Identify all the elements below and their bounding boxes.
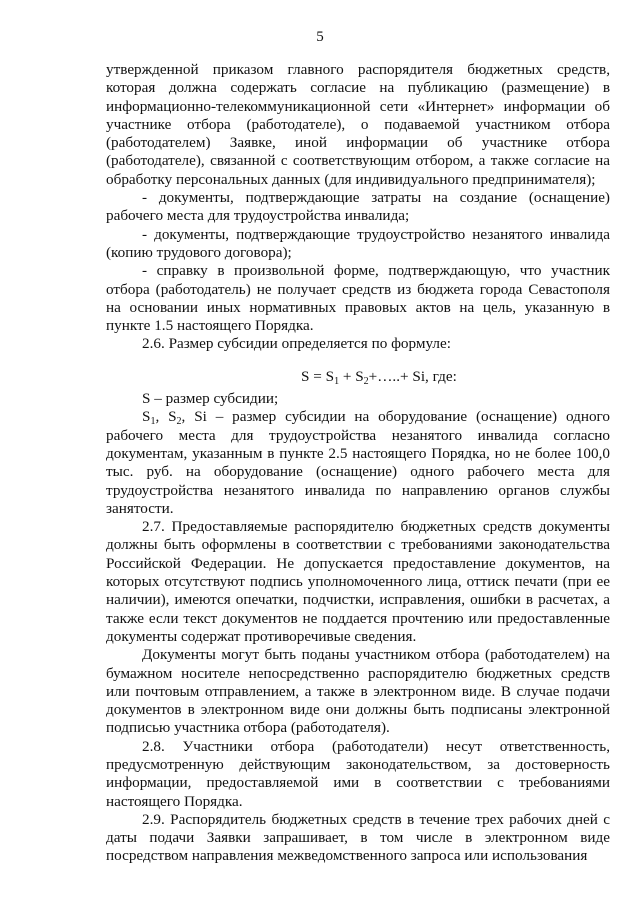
paragraph-2-6: 2.6. Размер субсидии определяется по формуле:: [142, 335, 451, 353]
definition-si: $S_1$, $S_2$, Si – размер субсидии на оборудование (оснащение) одного рабочего места для трудоустройства незанятого инвалида согласно документам, указанным в пункте 2.5 настоящего Порядка, но не более 100,0 тыс. руб. на оборудование (оснащение) одного рабочего места для трудоустройства незанятого инвалида по направлению органов службы занятости.: [106, 408, 610, 517]
definition-s: S – размер субсидии;: [142, 390, 279, 408]
list-item-certificate: - справку в произвольной форме, подтверждающую, что участник отбора (работодатель) не получает средств из бюджета города Севастополя на основании иных нормативных правовых актов на цель, указанную в пункте 1.5 настоящего Порядка.: [106, 262, 610, 335]
paragraph-2-7: 2.7. Предоставляемые распорядителю бюджетных средств документы должны быть оформлены в соответствии с требованиями законодательства Российской Федерации. Не допускается предоставление документов, на которых отсутствуют подпись уполномоченного лица, оттиск печати (при ее наличии), имеются опечатки, подчистки, исправления, ошибки в расчетах, а также если текст документов не поддается прочтению или предоставленные документы содержат противоречивые сведения.: [106, 518, 610, 645]
subsidy-formula: $S = S_1$ + $S_2+\dots..+ Si$, где:: [301, 367, 457, 387]
paragraph-consent: утвержденной приказом главного распорядителя бюджетных средств, которая должна содержать согласие на публикацию (размещение) в информационно-телекоммуникационной сети «Интернет» информации об участнике отбора (работодателе), о подаваемой участником отбора (работодателем) Заявке, иной информации об участнике отбора (работодателе), связанной с соответствующим отбором, а также согласие на обработку персональных данных (для индивидуального предпринимателя);: [106, 61, 610, 188]
list-item-employment-docs: - документы, подтверждающие трудоустройство незанятого инвалида (копию трудового договора);: [106, 225, 610, 261]
paragraph-submission: Документы могут быть поданы участником отбора (работодателем) на бумажном носителе непосредственно распорядителю бюджетных средств или почтовым отправлением, а также в электронном виде. В случае подачи документов в электронном виде они должны быть подписаны электронной подписью участника отбора (работодателя).: [106, 646, 610, 737]
document-body: [106, 61, 610, 866]
page-number: 5: [316, 29, 324, 45]
list-item-expense-docs: - документы, подтверждающие затраты на создание (оснащение) рабочего места для трудоустройства инвалида;: [106, 189, 610, 225]
paragraph-2-8: 2.8. Участники отбора (работодатели) несут ответственность, предусмотренную действующим законодательством, за достоверность информации, предоставляемой ими в соответствии с требованиями настоящего Порядка.: [106, 737, 610, 810]
paragraph-2-9: 2.9. Распорядитель бюджетных средств в течение трех рабочих дней с даты подачи Заявки запрашивает, в том числе в электронном виде посредством направления межведомственного запроса или использования: [106, 810, 610, 865]
